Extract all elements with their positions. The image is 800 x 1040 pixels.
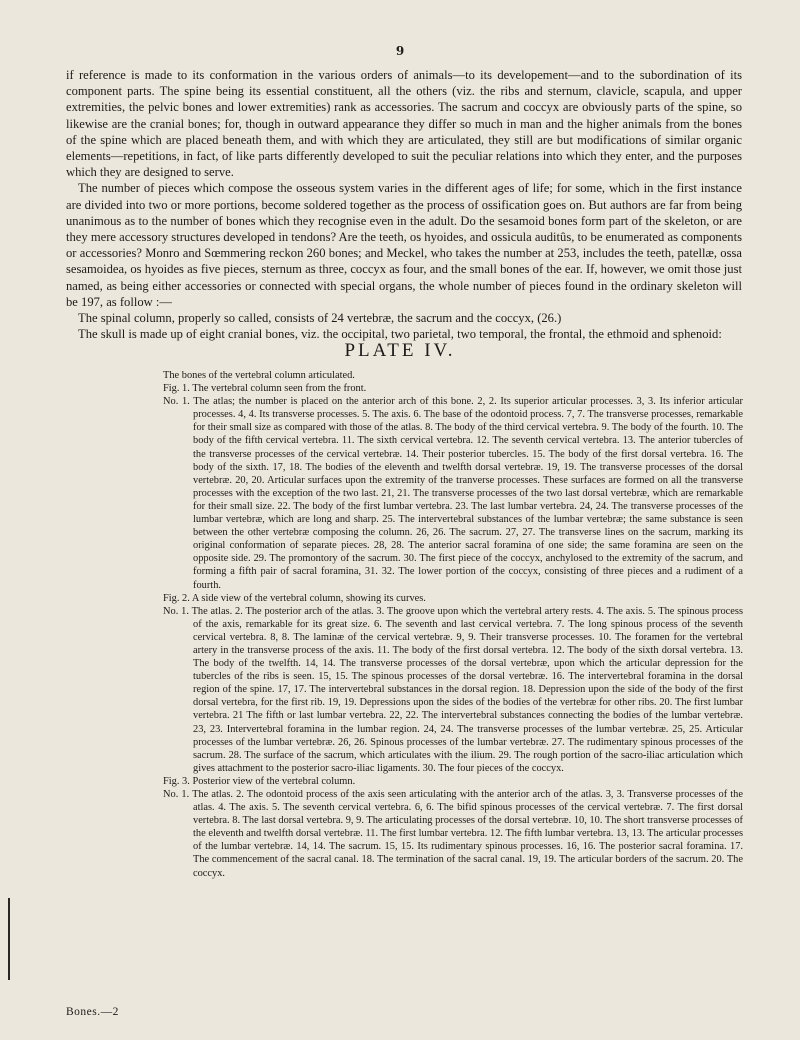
- signature-mark: Bones.—2: [66, 1006, 119, 1018]
- intro-paragraph: The skull is made up of eight cranial bones, viz. the occipital, two parietal, two temporal, the frontal, the ethmoid and sphenoid:: [78, 327, 722, 342]
- plate-description: [163, 369, 743, 880]
- figure-heading: Fig. 3. Posterior view of the vertebral column.: [163, 775, 356, 787]
- intro-paragraph: The spinal column, properly so called, consists of 24 vertebræ, the sacrum and the coccyx, (26.): [78, 311, 562, 326]
- page-number: 9: [395, 44, 405, 58]
- margin-mark: [8, 898, 10, 980]
- figure-legend: No. 1. The atlas. 2. The posterior arch of the atlas. 3. The groove upon which the vertebral artery rests. 4. The axis. 5. The spinous process of the axis, remarkable for its great size. 6. The seventh and last cervical vertebra. 7. The long spinous process of the seventh cervical vertebra. 8, 8. The laminæ of the cervical vertebræ. 9, 9. Their transverse processes. 10. The foramen for the vertebral artery in the transverse process of the axis. 11. The body of the first dorsal vertebra. 12. The body of the sixth dorsal vertebra. 13. The body of the twelfth. 14, 14. The transverse processes of the dorsal vertebræ, upon which the articular depression for the tubercles of the ribs is seen. 15, 15. The spinous processes of the dorsal vertebræ. 16. The intervertebral foramina in the dorsal region of the spine. 17, 17. The intervertebral substances in the dorsal region. 18. Depression upon the side of the body of the first dorsal vertebra, for the first rib. 19, 19. Depressions upon the sides of the bodies of the vertebræ for other ribs. 20. The first lumbar vertebra. 21 The fifth or last lumbar vertebra. 22, 22. The intervertebral substances connecting the bodies of the lumbar vertebræ. 23, 23. Intervertebral foramina in the lumbar region. 24, 24. The transverse processes of the lumbar vertebræ. 25, 25. Articular processes of the lumbar vertebræ. 26, 26. Spinous processes of the lumbar vertebræ. 27. The rudimentary spinous processes of the sacrum. 28. The surface of the sacrum, which articulates with the ilium. 29. The rough portion of the sacro-iliac articulation which gives attachment to the posterior sacro-iliac ligaments. 30. The four pieces of the coccyx.: [163, 605, 743, 774]
- intro-text: [66, 67, 742, 342]
- intro-paragraph: if reference is made to its conformation in the various orders of animals—to its developement—and to the subordination of its component parts. The spine being its essential constituent, all the others (viz. the ribs and sternum, clavicle, scapula, and upper extremities, the pelvic bones and lower extremities) rank as accessories. The sacrum and coccyx are obviously parts of the spine, so likewise are the cranial bones; for, though in outward appearance they differ so much in man and the higher animals from the bones of the spine which are placed beneath them, and with which they are articulated, they still are but modifications of similar organic elements—repetitions, in fact, of like parts differently developed to suit the peculiar relations into which they enter, and the purposes which they are designed to serve.: [66, 68, 742, 180]
- figure-heading: Fig. 1. The vertebral column seen from the front.: [163, 383, 367, 395]
- figure-heading: Fig. 2. A side view of the vertebral column, showing its curves.: [163, 592, 426, 604]
- plate-title: PLATE IV.: [344, 340, 456, 361]
- intro-paragraph: The number of pieces which compose the osseous system varies in the different ages of life; for some, which in the first instance are divided into two or more portions, become soldered together as the process of ossification goes on. But authors are far from being unanimous as to the number of bones which they recognise even in the adult. Do the sesamoid bones form part of the skeleton, or are they mere accessory structures developed in tendons? Are the teeth, os hyoides, and ossicula auditûs, to be enumerated as components or accessories? Monro and Sœmmering reckon 260 bones; and Meckel, who takes the number at 253, includes the teeth, patellæ, ossa sesamoidea, os hyoides as five pieces, sternum as three, coccyx as four, and the small bones of the ear. If, however, we omit those just named, as being either accessories or connected with special organs, the whole number of pieces found in the ordinary skeleton will be 197, as follow :—: [66, 181, 742, 309]
- figure-legend: No. 1. The atlas; the number is placed on the anterior arch of this bone. 2, 2. Its superior articular processes. 3, 3. Its inferior articular processes. 4, 4. Its transverse processes. 5. The axis. 6. The base of the odontoid process. 7, 7. The transverse processes, remarkable for their small size as compared with those of the atlas. 8. The body of the third cervical vertebra. 9. The body of the fourth. 10. The body of the fifth cervical vertebra. 11. The sixth cervical vertebra. 12. The seventh cervical vertebra. 13. The anterior tubercles of the transverse processes of the cervical vertebræ. 14. Their posterior tubercles. 15. The body of the first dorsal vertebra. 16. The body of the sixth. 17, 18. The bodies of the eleventh and twelfth dorsal vertebræ. 19, 19. The transverse processes of the dorsal vertebræ. 20, 20. Articular surfaces upon the extremity of the tranverse processes. These surfaces are formed on all the transverse processes with the exception of the two last. 21, 21. The transverse processes of the two last dorsal vertebræ, which are remarkable for their small size. 22. The body of the first lumbar vertebra. 23. The last lumbar vertebra. 24, 24. The transverse processes of the lumbar vertebræ, which are long and sharp. 25. The intervertebral substances of the lumbar vertebræ; the same substance is seen between the other vertebræ composing the column. 26, 26. The sacrum. 27, 27. The transverse lines on the sacrum, marking its original conformation of separate pieces. 28, 28. The anterior sacral foramina of one side; the same foramina are seen on the opposite side. 29. The promontory of the sacrum. 30. The first piece of the coccyx, anchylosed to the extremity of the sacrum, and forming a fifth pair of sacral foramina, 31. 32. The lower portion of the coccyx, consisting of three pieces and a rudiment of a fourth.: [163, 396, 743, 591]
- plate-caption: The bones of the vertebral column articulated.: [163, 370, 355, 381]
- figure-legend: No. 1. The atlas. 2. The odontoid process of the axis seen articulating with the anterior arch of the atlas. 3, 3. Transverse processes of the atlas. 4. The axis. 5. The seventh cervical vertebra. 6, 6. The bifid spinous processes of the cervical vertebræ. 7. The first dorsal vertebra. 8. The last dorsal vertebra. 9, 9. The articulating processes of the dorsal vertebræ. 10, 10. The short transverse processes of the eleventh and twelfth dorsal vertebræ. 11. The first lumbar vertebra. 12. The fifth lumbar vertebra. 13, 13. The articular processes of the lumbar vertebræ. 14, 14. The sacrum. 15, 15. Its rudimentary spinous processes. 16, 16. The posterior sacral foramina. 17. The commencement of the sacral canal. 18. The termination of the sacral canal. 19, 19. The articular borders of the sacrum. 20. The coccyx.: [163, 789, 743, 879]
